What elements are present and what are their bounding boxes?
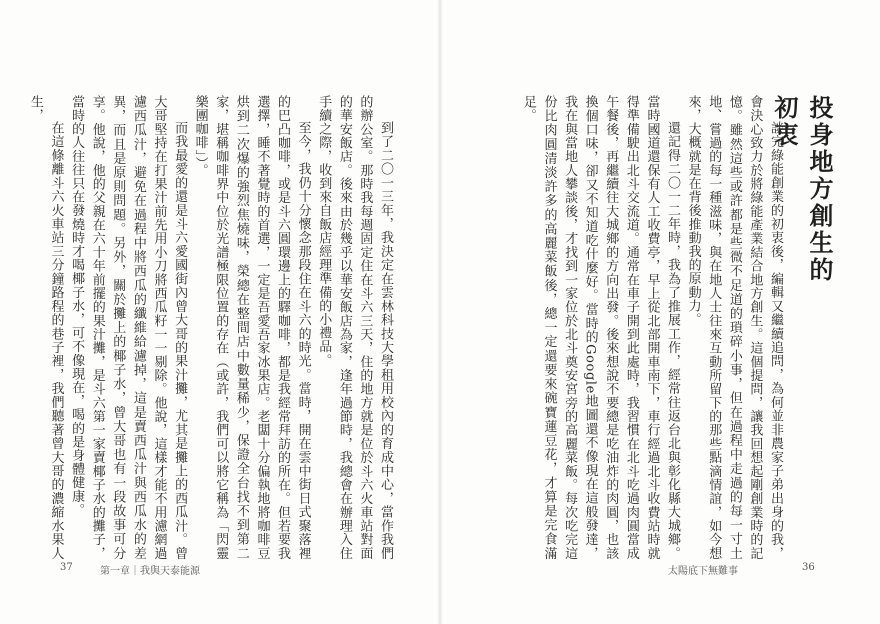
page-number-left: 37 (60, 562, 73, 573)
paragraph: 還記得二〇一二年時，我為了推展工作，經常往返台北與彰化縣大城鄉。當時國道還保有人工收費亭，早上從北部開車南下，車行經過北斗收費站時就得準備駛出北斗交流道。通常在車子開到此處時，我習慣在北斗吃過肉圓當成午餐後，再繼續往大城鄉的方向出發。後來想說不要總是吃油炸的肉圓，也該換個口味，卻又不知道吃什麼好。當時的Google地圖還不像現在這般發達，我在與當地人攀談後，才找到一家位於北斗奠安宮旁的高麗菜飯。每次吃完這份比肉圓清淡許多的高麗菜飯後，總一定還要來碗寶蓮豆花，才算是完食滿足。 (520, 95, 681, 560)
running-footer-book-title: 太陽底下無難事 (668, 566, 738, 577)
paragraph: 在這條離斗六火車站三分鐘路程的巷子裡，我們聽著曾大哥的濃縮水果人生， (27, 95, 64, 560)
section-title: 投身地方創生的初衷 (770, 95, 834, 284)
paragraph: 到了二〇一三年，我決定在雲林科技大學租用校內的育成中心，當作我們的辦公室。那時我每週固定住在斗六三天，住的地方就是位於斗六火車站對面的華安飯店。後來由於幾乎以華安飯店為家，逢年過節時，我總會在辦理入住手續之際，收到來自飯店經理準備的小禮品。 (316, 95, 393, 560)
left-page-body (27, 95, 395, 560)
book-gutter (438, 0, 442, 624)
page-number-right: 36 (802, 562, 815, 573)
paragraph: 而我最愛的還是斗六愛國街內曾大哥的果汁攤，尤其是攤上的西瓜汁。曾大哥堅持在打果汁前先用小刀將西瓜籽一一剔除。他說，這樣才能不用濾網過濾西瓜汁，避免在過程中將西瓜的纖維給濾掉，這是賣西瓜汁與西瓜水的差異，而且是原則問題。另外，關於攤上的椰子水，曾大哥也有一段故事可分享。他說，他的父親在六十年前擺的果汁攤，是斗六第一家賣椰子水的攤子，當時的人往往只在發燒時才喝椰子水，可不像現在，喝的是身體健康。 (69, 95, 188, 560)
running-footer-chapter: 第一章｜我與天泰能源 (100, 566, 200, 577)
paragraph: 至今，我仍十分懷念那段住在斗六的時光。當時，開在雲中街日式聚落裡的巴凸咖啡，或是斗六圓環邊上的驛咖啡，都是我經常拜訪的所在。但若要我選擇，睡不著覺時的首選，一定是吾愛吾家冰果店。老闆十分偏執地將咖啡豆烘到二次爆的強烈焦燒味，榮總在整間店中數量稀少，保證全台找不到第二家，堪稱咖啡界中位於光譜極限位置的存在（或許，我們可以將它稱為「閃靈樂團咖啡」）。 (192, 95, 311, 560)
right-page-body (495, 95, 785, 560)
paragraph: 談完綠能創業的初衷後，編輯又繼續追問，為何並非農家子弟出身的我，會決心致力於將綠能產業結合地方創生。這個提問，讓我回想起剛創業時的記憶。雖然這些或許都是些微不足道的瑣碎小事，但在過程中走過的每一寸土地、嘗過的每一種滋味，與在地人士往來互動所留下的那些點滴情誼，如今想來，大概就是在背後推動我的原動力。 (685, 95, 783, 560)
